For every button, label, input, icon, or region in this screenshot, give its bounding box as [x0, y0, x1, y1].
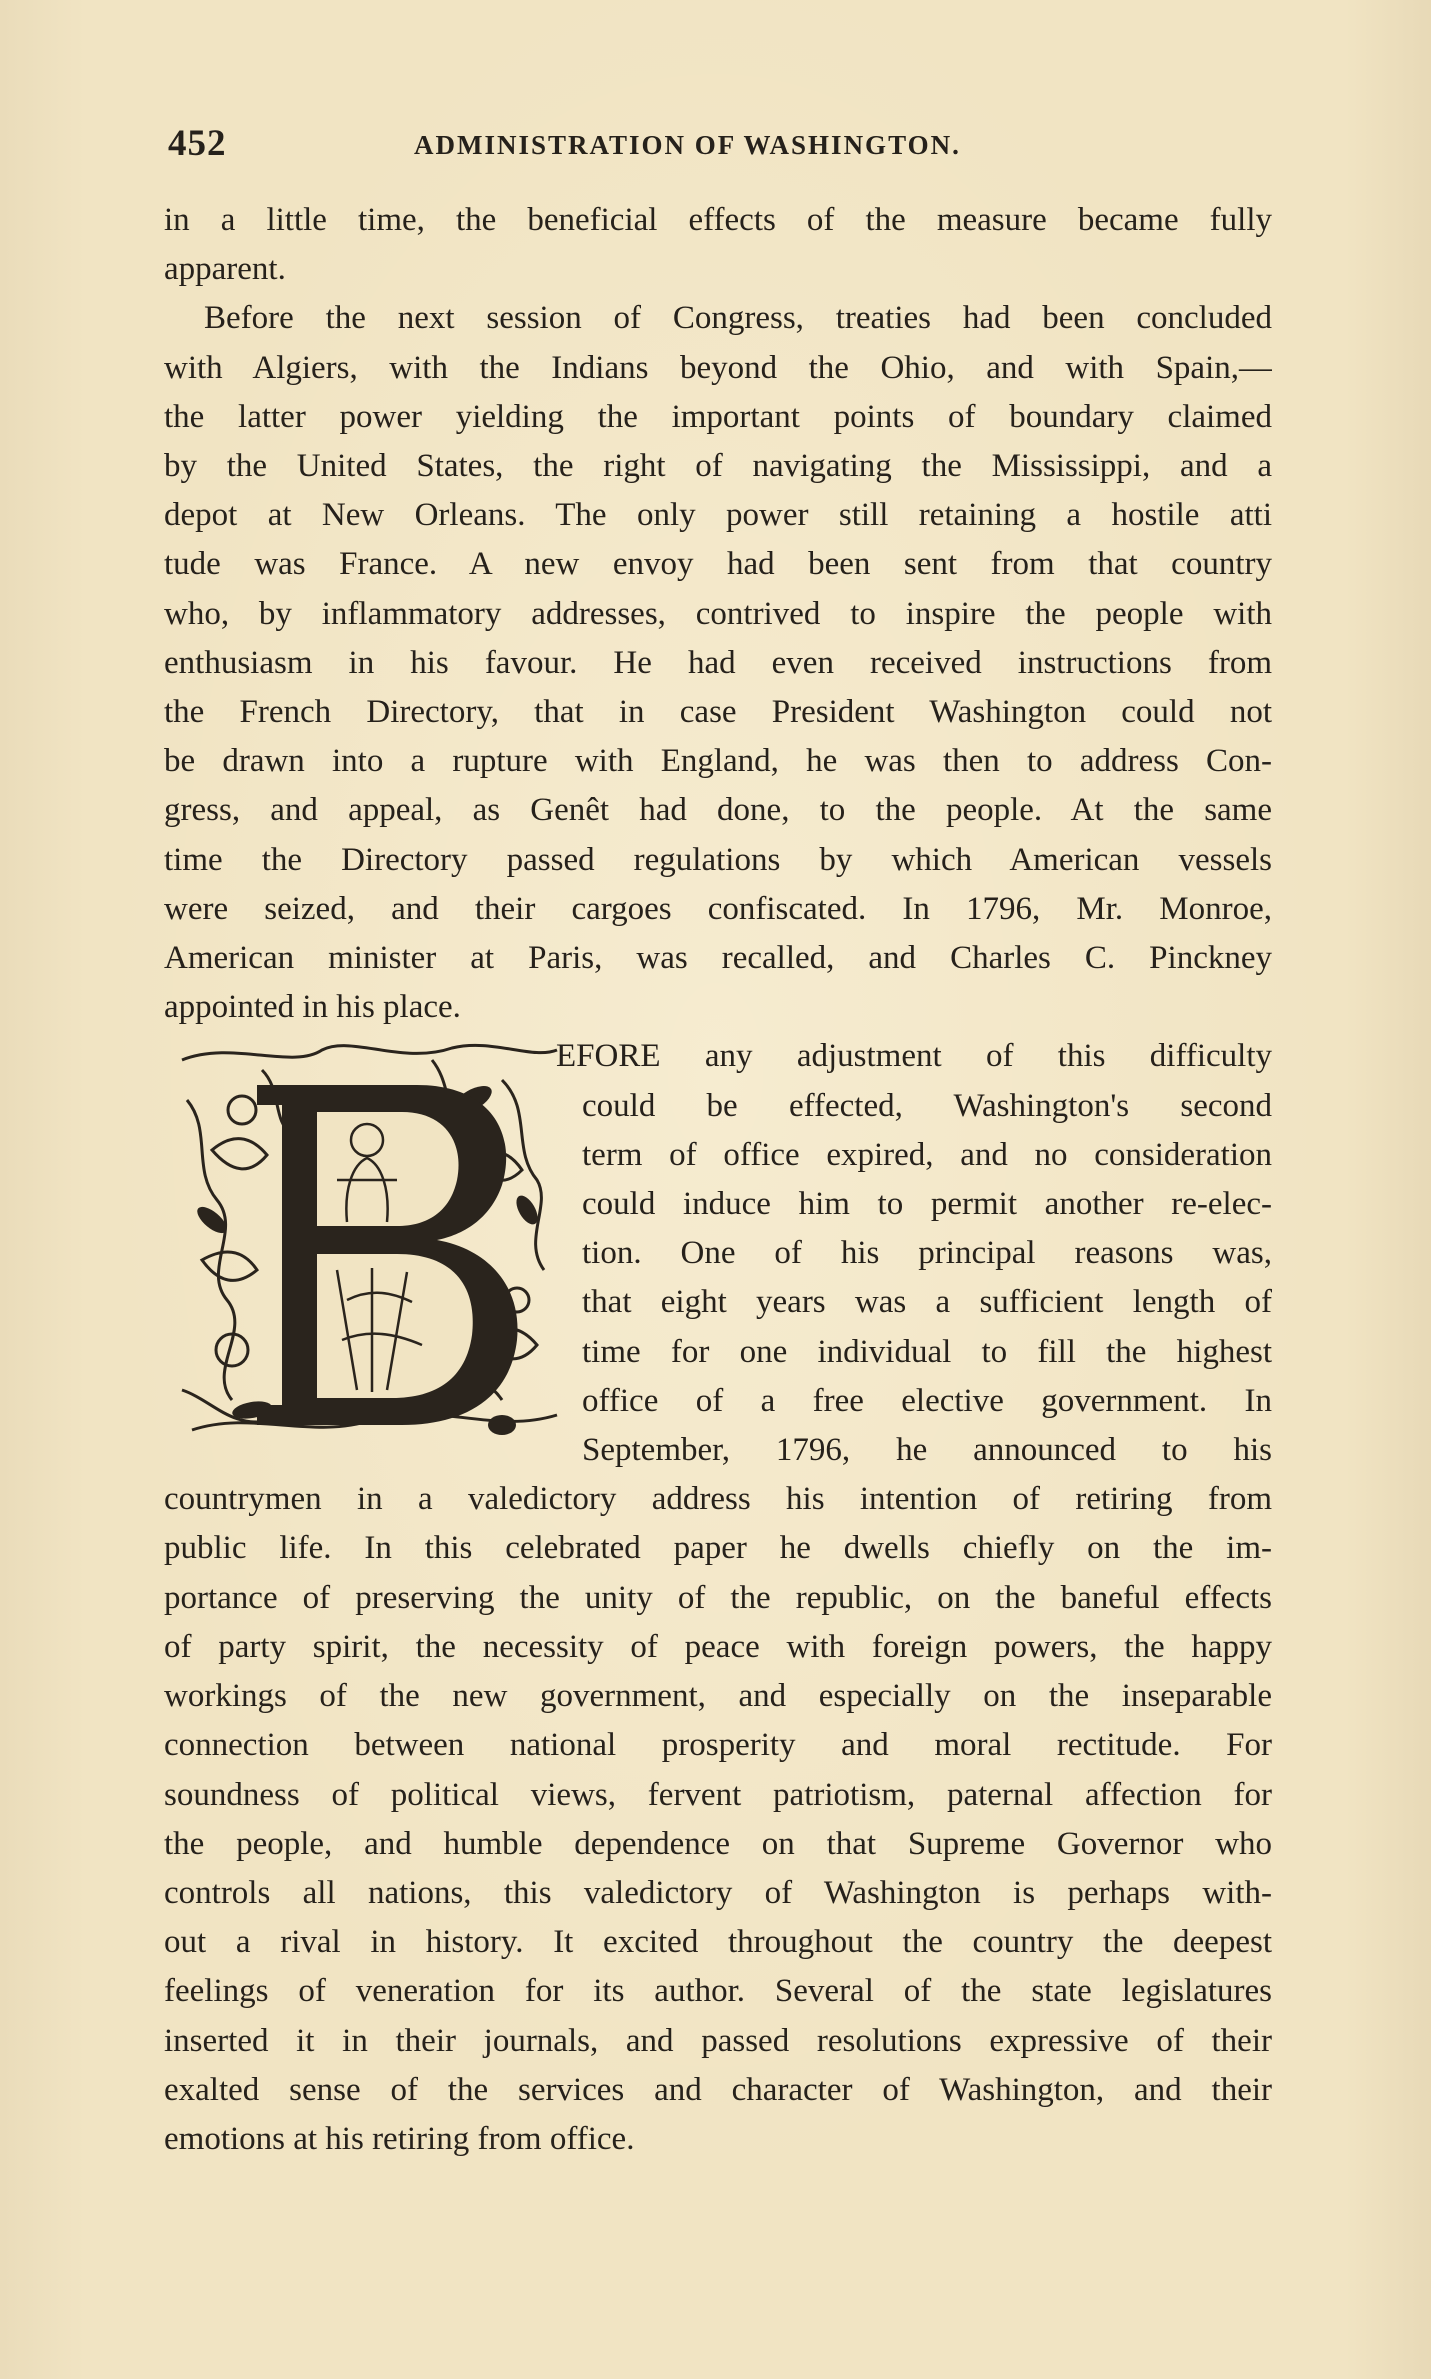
text-line: depot at New Orleans. The only power still retaining a hostile atti: [164, 497, 1272, 534]
text-line: time the Directory passed regulations by which American vessels: [164, 841, 1272, 878]
body-text: [164, 196, 1272, 2164]
text-line: connection between national prosperity and moral rectitude. For: [164, 1727, 1272, 1764]
text-line: who, by inflammatory addresses, contrived to inspire the people with: [164, 595, 1272, 632]
text-line: office of a free elective government. In: [582, 1382, 1272, 1419]
text-line: September, 1796, he announced to his: [582, 1432, 1272, 1469]
running-head: ADMINISTRATION OF WASHINGTON.: [414, 130, 961, 160]
text-line: with Algiers, with the Indians beyond the Ohio, and with Spain,—: [164, 349, 1272, 386]
text-line: in a little time, the beneficial effects of the measure became fully: [164, 202, 1272, 238]
text-line: could induce him to permit another re-elec-: [582, 1186, 1272, 1223]
text-line: American minister at Paris, was recalled, and Charles C. Pinckney: [164, 940, 1272, 977]
text-line: public life. In this celebrated paper he dwells chiefly on the im-: [164, 1530, 1272, 1567]
page-header: [168, 122, 1268, 172]
text-line: feelings of veneration for its author. Several of the state legislatures: [164, 1973, 1272, 2010]
text-line: tion. One of his principal reasons was,: [582, 1235, 1272, 1272]
decorated-initial-b: [172, 1040, 562, 1450]
text-line: controls all nations, this valedictory of Washington is perhaps with-: [164, 1874, 1272, 1911]
text-line: apparent.: [164, 251, 286, 288]
text-line: EFORE any adjustment of this difficulty: [556, 1038, 1272, 1075]
text-line: out a rival in history. It excited throughout the country the deepest: [164, 1924, 1272, 1961]
text-line: the people, and humble dependence on that Supreme Governor who: [164, 1825, 1272, 1862]
text-line: the French Directory, that in case President Washington could not: [164, 694, 1272, 731]
text-line: appointed in his place.: [164, 989, 461, 1026]
paragraph-continuation: [164, 196, 1272, 294]
page-number: 452: [168, 123, 227, 164]
text-line: soundness of political views, fervent patriotism, paternal affection for: [164, 1776, 1272, 1813]
text-line: workings of the new government, and especially on the inseparable: [164, 1678, 1272, 1715]
text-line: enthusiasm in his favour. He had even received instructions from: [164, 644, 1272, 681]
text-line: the latter power yielding the important points of boundary claimed: [164, 398, 1272, 435]
text-line: exalted sense of the services and character of Washington, and their: [164, 2071, 1272, 2108]
text-line: gress, and appeal, as Genêt had done, to the people. At the same: [164, 792, 1272, 829]
text-line: by the United States, the right of navigating the Mississippi, and a: [164, 448, 1272, 485]
text-line: inserted it in their journals, and passed resolutions expressive of their: [164, 2022, 1272, 2059]
text-line: time for one individual to fill the highest: [582, 1333, 1272, 1370]
text-line: that eight years was a sufficient length of: [582, 1284, 1272, 1321]
text-line: Before the next session of Congress, treaties had been concluded: [204, 300, 1272, 337]
text-line: could be effected, Washington's second: [582, 1087, 1272, 1124]
text-line: term of office expired, and no consideration: [582, 1136, 1272, 1173]
text-line: portance of preserving the unity of the republic, on the baneful effects: [164, 1579, 1272, 1616]
paragraph-treaties: [164, 294, 1272, 1032]
initial-letter-b: [257, 1085, 518, 1425]
text-line: countrymen in a valedictory address his intention of retiring from: [164, 1481, 1272, 1518]
text-line: were seized, and their cargoes confiscated. In 1796, Mr. Monroe,: [164, 890, 1272, 927]
text-line: of party spirit, the necessity of peace with foreign powers, the happy: [164, 1628, 1272, 1665]
text-line: tude was France. A new envoy had been sent from that country: [164, 546, 1272, 583]
text-line: emotions at his retiring from office.: [164, 2120, 635, 2157]
text-line: be drawn into a rupture with England, he was then to address Con-: [164, 743, 1272, 780]
